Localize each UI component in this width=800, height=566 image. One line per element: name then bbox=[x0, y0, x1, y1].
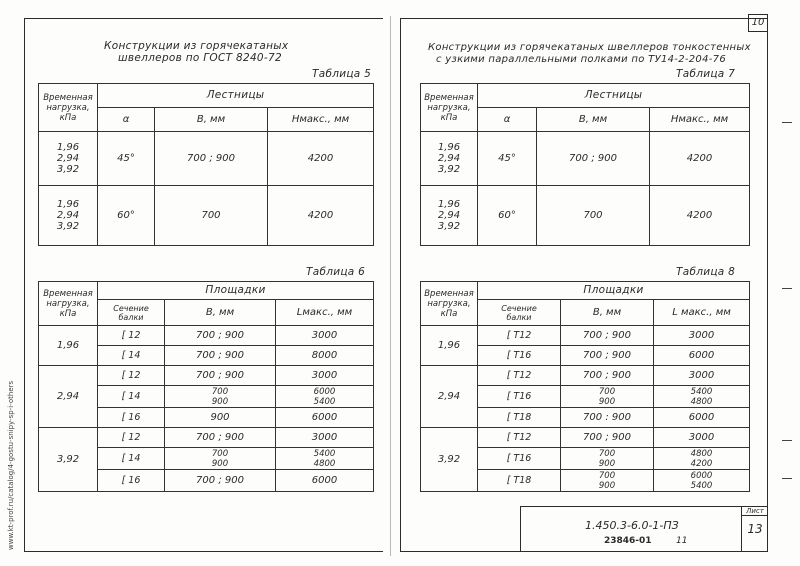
table7-r1-h: 4200 bbox=[650, 132, 750, 186]
table6-g2-r3-l: 6000 bbox=[276, 408, 374, 428]
l-value: 4800 bbox=[690, 448, 713, 459]
table8-group-header: Площадки bbox=[478, 282, 750, 300]
table6-g1-r2-l: 8000 bbox=[276, 346, 374, 366]
load-value: 3,92 bbox=[437, 221, 461, 232]
load-value: 3,92 bbox=[437, 164, 461, 175]
table6-g1-load: 1,96 bbox=[39, 326, 98, 366]
table8-g2-r1-l: 3000 bbox=[654, 366, 750, 386]
l-value: 6000 bbox=[313, 386, 336, 397]
table8-g3-r1-b: 700 ; 900 bbox=[561, 428, 654, 448]
stamp-sheet-cell bbox=[741, 507, 768, 551]
table8-load-h1: Временная bbox=[424, 288, 474, 299]
table7-r2-loads bbox=[421, 186, 478, 246]
l-value: 4800 bbox=[313, 458, 336, 469]
b-value: 700 bbox=[211, 448, 229, 459]
table8-g2-r1-sec: [ Т12 bbox=[478, 366, 561, 386]
table7-load-h1: Временная bbox=[424, 92, 474, 103]
l-value: 5400 bbox=[690, 386, 713, 397]
b-value: 700 bbox=[598, 448, 616, 459]
l-value: 4200 bbox=[690, 458, 713, 469]
table5-r2-h: 4200 bbox=[268, 186, 374, 246]
table7-alpha-header: α bbox=[478, 108, 537, 132]
table7-b-header: B, мм bbox=[537, 108, 650, 132]
b-value: 700 bbox=[598, 470, 616, 481]
table5-r2-b: 700 bbox=[155, 186, 268, 246]
table7-r1-b: 700 ; 900 bbox=[537, 132, 650, 186]
load-value: 2,94 bbox=[56, 153, 80, 164]
table8-g2-r2-b bbox=[561, 386, 654, 408]
right-title-2: с узкими параллельными полками по ТУ14-2-204-76 bbox=[436, 54, 726, 65]
table6-g3-r2-b bbox=[165, 448, 276, 470]
b-value: 700 bbox=[211, 386, 229, 397]
table8-g2-load: 2,94 bbox=[421, 366, 478, 428]
table6-section-header bbox=[98, 300, 165, 326]
table8-g2-r3-b: 700 : 900 bbox=[561, 408, 654, 428]
table6-g1-r1-sec: [ 12 bbox=[98, 326, 165, 346]
table8-g1-r1-sec: [ Т12 bbox=[478, 326, 561, 346]
table7-r1-loads bbox=[421, 132, 478, 186]
table-row bbox=[421, 186, 750, 246]
table8-g1-r2-sec: [ Т16 bbox=[478, 346, 561, 366]
table6-g3-r3-b: 700 ; 900 bbox=[165, 470, 276, 492]
table7-r2-alpha: 60° bbox=[478, 186, 537, 246]
table6-g3-r3-l: 6000 bbox=[276, 470, 374, 492]
l-value: 5400 bbox=[313, 448, 336, 459]
table8-section-h1: Сечение bbox=[501, 303, 537, 313]
binder-tick bbox=[782, 440, 792, 441]
side-watermark: www.kt-prof.ru/catalog/4-gostu-snipy-sp-i-others bbox=[7, 380, 15, 550]
page-divider bbox=[390, 16, 391, 556]
table8-g3-load: 3,92 bbox=[421, 428, 478, 492]
page-number: 10 bbox=[751, 17, 765, 28]
table8-g3-r3-l bbox=[654, 470, 750, 492]
table7-r2-b: 700 bbox=[537, 186, 650, 246]
table7-load-h3: кПа bbox=[440, 112, 458, 123]
table8-g2-r2-sec: [ Т16 bbox=[478, 386, 561, 408]
table8-g3-r1-sec: [ Т12 bbox=[478, 428, 561, 448]
table6-load-h2: нагрузка, bbox=[46, 298, 90, 309]
table5-r1-alpha: 45° bbox=[98, 132, 155, 186]
table6-g3-r1-sec: [ 12 bbox=[98, 428, 165, 448]
stamp-code: 1.450.3-6.0-1-ПЗ bbox=[585, 519, 679, 532]
table5-alpha-header: α bbox=[98, 108, 155, 132]
table8-load-h2: нагрузка, bbox=[427, 298, 471, 309]
table5-load-h1: Временная bbox=[43, 92, 93, 103]
b-value: 900 bbox=[598, 480, 616, 491]
table6-load-h3: кПа bbox=[59, 308, 77, 319]
table7-load-h2: нагрузка, bbox=[427, 102, 471, 113]
l-value: 5400 bbox=[313, 396, 336, 407]
table5-load-h3: кПа bbox=[59, 112, 77, 123]
table8-g3-r3-b bbox=[561, 470, 654, 492]
table6 bbox=[38, 281, 374, 492]
table-row bbox=[421, 132, 750, 186]
b-value: 900 bbox=[211, 458, 229, 469]
footer-number: 11 bbox=[676, 536, 688, 546]
table7-h-header: Hмакс., мм bbox=[650, 108, 750, 132]
table8 bbox=[420, 281, 750, 492]
page-number-box bbox=[748, 14, 768, 32]
table6-b-header: B, мм bbox=[165, 300, 276, 326]
table8-g3-r2-l bbox=[654, 448, 750, 470]
table6-g1-r1-b: 700 ; 900 bbox=[165, 326, 276, 346]
load-value: 3,92 bbox=[56, 221, 80, 232]
table6-g1-r2-b: 700 ; 900 bbox=[165, 346, 276, 366]
table6-g3-r3-sec: [ 16 bbox=[98, 470, 165, 492]
table8-g3-r2-sec: [ Т16 bbox=[478, 448, 561, 470]
table5-load-header bbox=[39, 84, 98, 132]
table6-load-header bbox=[39, 282, 98, 326]
table6-g1-r2-sec: [ 14 bbox=[98, 346, 165, 366]
left-title-2: швеллеров по ГОСТ 8240-72 bbox=[118, 52, 282, 64]
table6-load-h1: Временная bbox=[43, 288, 93, 299]
table8-load-h3: кПа bbox=[440, 308, 458, 319]
table8-g1-load: 1,96 bbox=[421, 326, 478, 366]
load-value: 2,94 bbox=[56, 210, 80, 221]
table6-g1-r1-l: 3000 bbox=[276, 326, 374, 346]
table8-g1-r1-b: 700 ; 900 bbox=[561, 326, 654, 346]
table6-section-h2: балки bbox=[118, 312, 144, 322]
table6-caption: Таблица 6 bbox=[306, 266, 366, 278]
table8-l-header: L макс., мм bbox=[654, 300, 750, 326]
table6-g2-r1-sec: [ 12 bbox=[98, 366, 165, 386]
table8-g1-r2-b: 700 ; 900 bbox=[561, 346, 654, 366]
table6-g2-r2-b bbox=[165, 386, 276, 408]
table7-load-header bbox=[421, 84, 478, 132]
footer-inventory: 23846-01 bbox=[604, 536, 652, 546]
table6-group-header: Площадки bbox=[98, 282, 374, 300]
left-title-1: Конструкции из горячекатаных bbox=[104, 40, 289, 52]
table6-l-header: Lмакс., мм bbox=[276, 300, 374, 326]
load-value: 1,96 bbox=[437, 199, 461, 210]
table5-r1-h: 4200 bbox=[268, 132, 374, 186]
table7-r2-h: 4200 bbox=[650, 186, 750, 246]
table7-caption: Таблица 7 bbox=[676, 68, 736, 80]
table5-r2-loads bbox=[39, 186, 98, 246]
table5 bbox=[38, 83, 374, 246]
table6-g3-r1-b: 700 ; 900 bbox=[165, 428, 276, 448]
table8-section-header bbox=[478, 300, 561, 326]
table5-r1-loads bbox=[39, 132, 98, 186]
table8-g1-r2-l: 6000 bbox=[654, 346, 750, 366]
table5-r2-alpha: 60° bbox=[98, 186, 155, 246]
load-value: 1,96 bbox=[56, 142, 80, 153]
table-row bbox=[39, 132, 374, 186]
load-value: 2,94 bbox=[437, 210, 461, 221]
table5-caption: Таблица 5 bbox=[312, 68, 372, 80]
table8-g2-r2-l bbox=[654, 386, 750, 408]
l-value: 5400 bbox=[690, 480, 713, 491]
binder-tick bbox=[782, 478, 792, 479]
load-value: 1,96 bbox=[56, 199, 80, 210]
table-row bbox=[39, 186, 374, 246]
table5-r1-b: 700 ; 900 bbox=[155, 132, 268, 186]
table5-load-h2: нагрузка, bbox=[46, 102, 90, 113]
b-value: 900 bbox=[598, 396, 616, 407]
table6-g2-r2-l bbox=[276, 386, 374, 408]
right-title-1: Конструкции из горячекатаных швеллеров тонкостенных bbox=[428, 42, 751, 53]
table8-load-header bbox=[421, 282, 478, 326]
table6-g3-r2-sec: [ 14 bbox=[98, 448, 165, 470]
stamp-sheet-number: 13 bbox=[747, 522, 763, 536]
table7-r1-alpha: 45° bbox=[478, 132, 537, 186]
table6-g3-r1-l: 3000 bbox=[276, 428, 374, 448]
table6-g2-load: 2,94 bbox=[39, 366, 98, 428]
load-value: 2,94 bbox=[437, 153, 461, 164]
table6-section-h1: Сечение bbox=[113, 303, 149, 313]
binder-tick bbox=[782, 288, 792, 289]
load-value: 1,96 bbox=[437, 142, 461, 153]
b-value: 700 bbox=[598, 386, 616, 397]
table5-group-header: Лестницы bbox=[98, 84, 374, 108]
table7-group-header: Лестницы bbox=[478, 84, 750, 108]
table8-g3-r1-l: 3000 bbox=[654, 428, 750, 448]
table8-caption: Таблица 8 bbox=[676, 266, 736, 278]
load-value: 3,92 bbox=[56, 164, 80, 175]
table5-b-header: B, мм bbox=[155, 108, 268, 132]
table6-g2-r2-sec: [ 14 bbox=[98, 386, 165, 408]
table6-g2-r1-l: 3000 bbox=[276, 366, 374, 386]
table8-g2-r3-l: 6000 bbox=[654, 408, 750, 428]
table7 bbox=[420, 83, 750, 246]
binder-tick bbox=[782, 122, 792, 123]
table6-g3-load: 3,92 bbox=[39, 428, 98, 492]
table5-h-header: Hмакс., мм bbox=[268, 108, 374, 132]
table6-g2-r3-sec: [ 16 bbox=[98, 408, 165, 428]
stamp-sheet-label: Лист bbox=[742, 507, 768, 516]
table6-g2-r1-b: 700 ; 900 bbox=[165, 366, 276, 386]
l-value: 6000 bbox=[690, 470, 713, 481]
table6-g2-r3-b: 900 bbox=[165, 408, 276, 428]
l-value: 4800 bbox=[690, 396, 713, 407]
table6-g3-r2-l bbox=[276, 448, 374, 470]
table8-b-header: B, мм bbox=[561, 300, 654, 326]
table8-g2-r3-sec: [ Т18 bbox=[478, 408, 561, 428]
b-value: 900 bbox=[598, 458, 616, 469]
b-value: 900 bbox=[211, 396, 229, 407]
table8-g3-r3-sec: [ Т18 bbox=[478, 470, 561, 492]
table8-g3-r2-b bbox=[561, 448, 654, 470]
table8-g1-r1-l: 3000 bbox=[654, 326, 750, 346]
table8-g2-r1-b: 700 ; 900 bbox=[561, 366, 654, 386]
table8-section-h2: балки bbox=[506, 312, 532, 322]
